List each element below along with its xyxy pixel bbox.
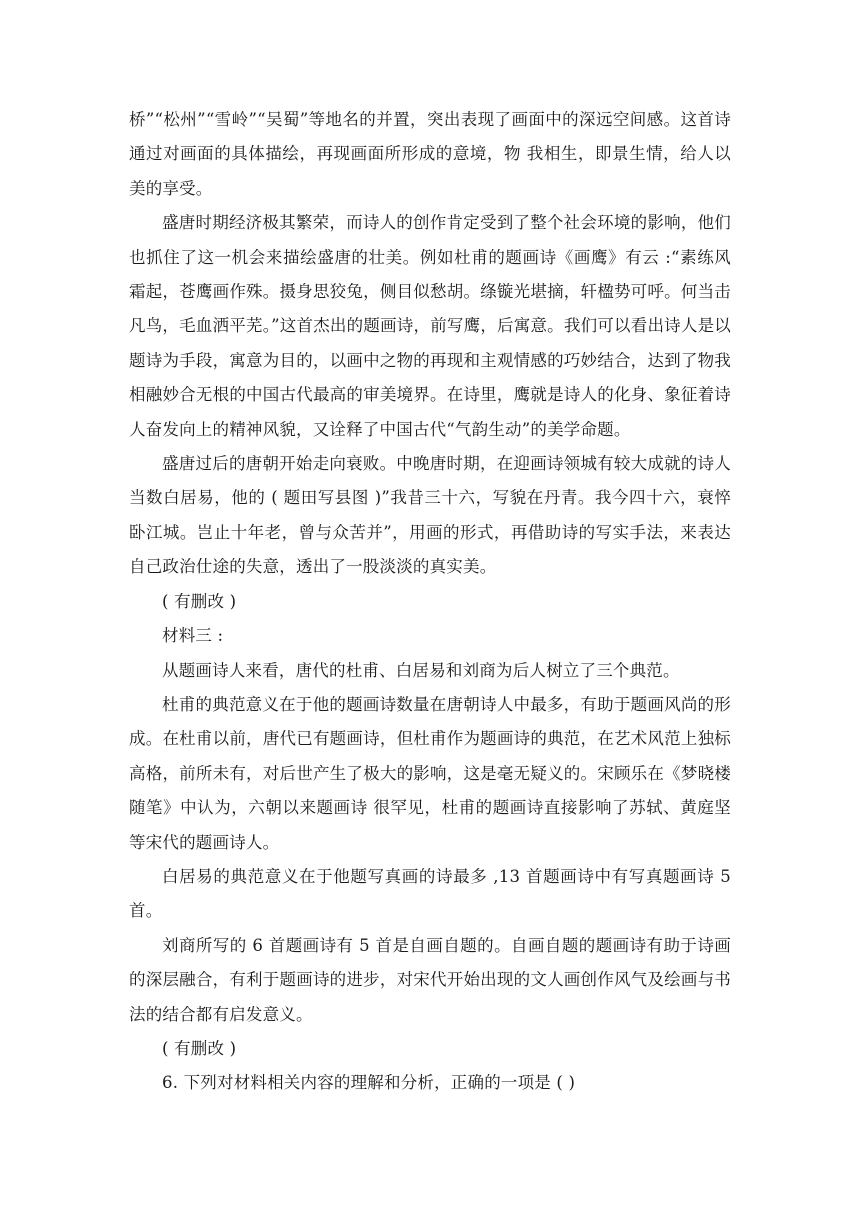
paragraph-du-fu-hua-ying: 盛唐时期经济极其繁荣，而诗人的创作肯定受到了整个社会环境的影响，他们也抓住了这一机会来描绘盛唐的壮美。例如杜甫的题画诗《画鹰》有云 :“素练风霜起，苍鹰画作殊。摄身思狡兔，侧目似愁胡。绦镟光堪摘，轩楹势可呼。何当击凡鸟，毛血洒平芜。”这首杰出的题画诗，前写鹰，后寓意。我们可以看出诗人是以题诗为手段，寓意为目的，以画中之物的再现和主观情感的巧妙结合，达到了物我相融妙合无根的中国古代最高的审美境界。在诗里，鹰就是诗人的化身、象征着诗人奋发向上的精神风貌，又诠释了中国古代“气韵生动”的美学命题。 [129,213,731,439]
edited-note: ( 有删改 ) [162,591,237,611]
paragraph-du-fu-model: 杜甫的典范意义在于他的题画诗数量在唐朝诗人中最多，有助于题画风尚的形成。在杜甫以前，唐代已有题画诗，但杜甫作为题画诗的典范，在艺术风范上独标高格，前所未有，对后世产生了极大的影响，这是毫无疑义的。宋顾乐在《梦晓楼随笔》中认为，六朝以来题画诗 很罕见，杜甫的题画诗直接影响了苏轼、黄庭坚等宋代的题画诗人。 [129,694,731,852]
edited-note-2: ( 有删改 ) [162,1038,237,1058]
paragraph-material-two-continued: 桥”“松州”“雪岭”“吴蜀”等地名的并置，突出表现了画面中的深远空间感。这首诗通过对画面的具体描绘，再现画面所形成的意境，物 我相生，即景生情，给人以美的享受。 [129,110,731,198]
paragraph-bai-juyi: 盛唐过后的唐朝开始走向衰败。中晚唐时期，在迎画诗领城有较大成就的诗人当数白居易，他的 ( 题田写县图 )”我昔三十六，写貌在丹青。我今四十六，衰悴卧江城。岂止十年老，曾与众苦并”，用画的形式，再借助诗的写实手法，来表达自己政治仕途的失意，透出了一股淡淡的真实美。 [129,454,731,577]
paragraph-bai-juyi-model: 白居易的典范意义在于他题写真画的诗最多 ,13 首题画诗中有写真题画诗 5 首。 [129,866,731,921]
paragraph-liu-shang-model: 刘商所写的 6 首题画诗有 5 首是自画自题的。自画自题的题画诗有助于诗画的深层融合，有利于题画诗的进步，对宋代开始出现的文人画创作风气及绘画与书法的结合都有启发意义。 [129,935,731,1024]
paragraph-three-models: 从题画诗人来看，唐代的杜甫、白居易和刘商为后人树立了三个典范。 [162,660,680,680]
question-6: 6. 下列对材料相关内容的理解和分析，正确的一项是 ( ) [162,1073,576,1093]
section-heading-material-three: 材料三 : [162,626,224,646]
document-page [129,103,731,1101]
